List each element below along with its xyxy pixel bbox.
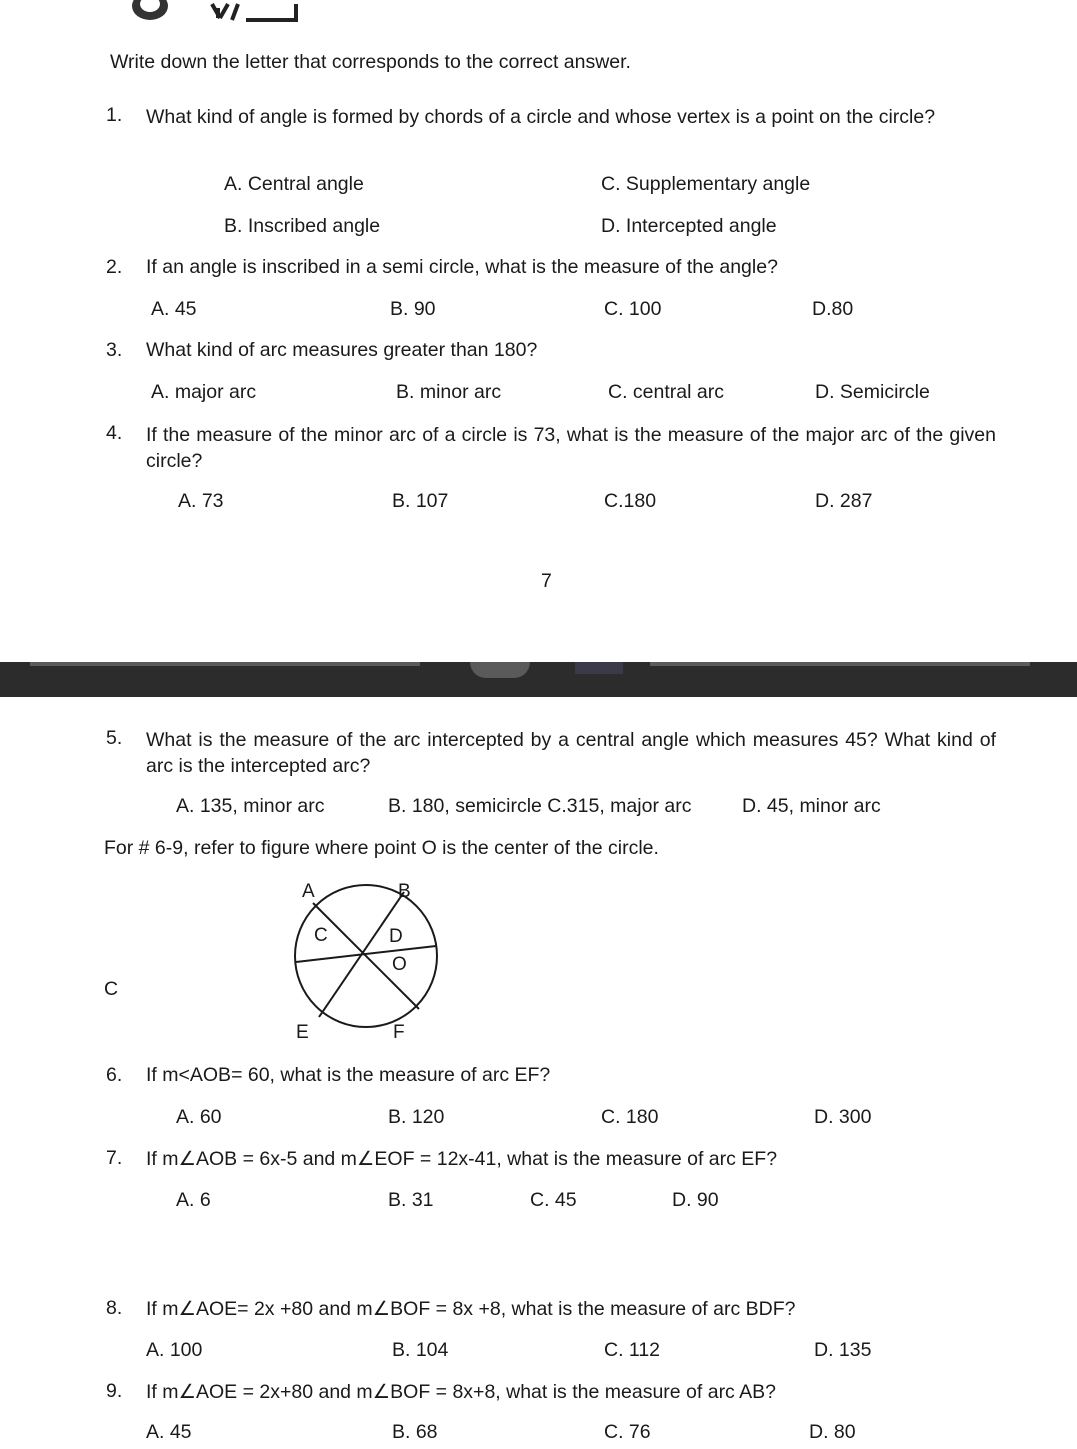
choice: C. central arc: [608, 381, 724, 403]
page-break-band: [0, 662, 1077, 697]
choice: D. 90: [672, 1189, 719, 1211]
question-text: If an angle is inscribed in a semi circle, what is the measure of the angle?: [146, 256, 778, 278]
stray-letter: C: [104, 978, 119, 1000]
choice: B. Inscribed angle: [224, 215, 381, 237]
question-text: If m∠AOE= 2x +80 and m∠BOF = 8x +8, what is the measure of arc BDF?: [146, 1298, 796, 1320]
choice: A. 60: [176, 1106, 222, 1128]
label-d: D: [389, 926, 403, 947]
question-number: 1.: [106, 104, 123, 126]
question-text: If m∠AOE = 2x+80 and m∠BOF = 8x+8, what is the measure of arc AB?: [146, 1381, 777, 1403]
question-text: What is the measure of the arc intercepted by a central angle which measures 45? What kind of arc is the intercepted arc?: [146, 729, 996, 777]
label-c: C: [314, 925, 328, 946]
choice: C. 180: [601, 1106, 659, 1128]
choice: D. Intercepted angle: [601, 215, 777, 237]
choice: B. 90: [390, 298, 436, 320]
question-number: 5.: [106, 727, 123, 749]
choice: B. 31: [388, 1189, 434, 1211]
choice: C. 100: [604, 298, 662, 320]
choice: D. 80: [809, 1421, 856, 1443]
choice: C.180: [604, 490, 657, 512]
choice: B. 120: [388, 1106, 445, 1128]
choice: D. 135: [814, 1339, 872, 1361]
page-number: 7: [541, 570, 552, 592]
circle-figure: [280, 874, 450, 1049]
label-a: A: [302, 881, 315, 902]
question-number: 8.: [106, 1297, 123, 1319]
question-number: 3.: [106, 339, 123, 361]
choice: A. 45: [146, 1421, 192, 1443]
choice: A. major arc: [151, 381, 257, 403]
choice: D. 287: [815, 490, 873, 512]
choice: A. 100: [146, 1339, 203, 1361]
choice: D.80: [812, 298, 854, 320]
label-e: E: [296, 1022, 309, 1043]
choice: A. 135, minor arc: [176, 795, 325, 817]
choice: B. 107: [392, 490, 449, 512]
label-b: B: [398, 881, 411, 902]
question-number: 4.: [106, 422, 123, 444]
question-text: What kind of arc measures greater than 180?: [146, 339, 538, 361]
question-text: What kind of angle is formed by chords of a circle and whose vertex is a point on the circle?: [146, 106, 936, 128]
choice: C. Supplementary angle: [601, 173, 811, 195]
choice: C. 112: [604, 1339, 661, 1361]
figure-intro: For # 6-9, refer to figure where point O is the center of the circle.: [104, 837, 659, 859]
choice: C. 76: [604, 1421, 651, 1443]
choice: B. 68: [392, 1421, 438, 1443]
choice: C. 45: [530, 1189, 577, 1211]
question-text: If the measure of the minor arc of a circle is 73, what is the measure of the major arc of the given circle?: [146, 424, 996, 472]
question-text: If m∠AOB = 6x-5 and m∠EOF = 12x-41, what is the measure of arc EF?: [146, 1148, 778, 1170]
choice: D. 45, minor arc: [742, 795, 881, 817]
instruction: Write down the letter that corresponds to the correct answer.: [110, 51, 631, 73]
choice: A. 6: [176, 1189, 211, 1211]
choice: B. 180, semicircle C.315, major arc: [388, 795, 692, 817]
choice: A. 45: [151, 298, 197, 320]
label-f: F: [393, 1022, 405, 1043]
question-number: 7.: [106, 1147, 123, 1169]
choice: B. 104: [392, 1339, 449, 1361]
question-number: 9.: [106, 1380, 123, 1402]
label-o: O: [392, 954, 407, 975]
choice: A. Central angle: [224, 173, 364, 195]
choice: A. 73: [178, 490, 224, 512]
choice: D. 300: [814, 1106, 872, 1128]
question-text: If m<AOB= 60, what is the measure of arc EF?: [146, 1064, 551, 1086]
question-number: 6.: [106, 1064, 123, 1086]
cropped-logo: [120, 0, 305, 24]
choice: B. minor arc: [396, 381, 502, 403]
choice: D. Semicircle: [815, 381, 930, 403]
question-number: 2.: [106, 256, 123, 278]
